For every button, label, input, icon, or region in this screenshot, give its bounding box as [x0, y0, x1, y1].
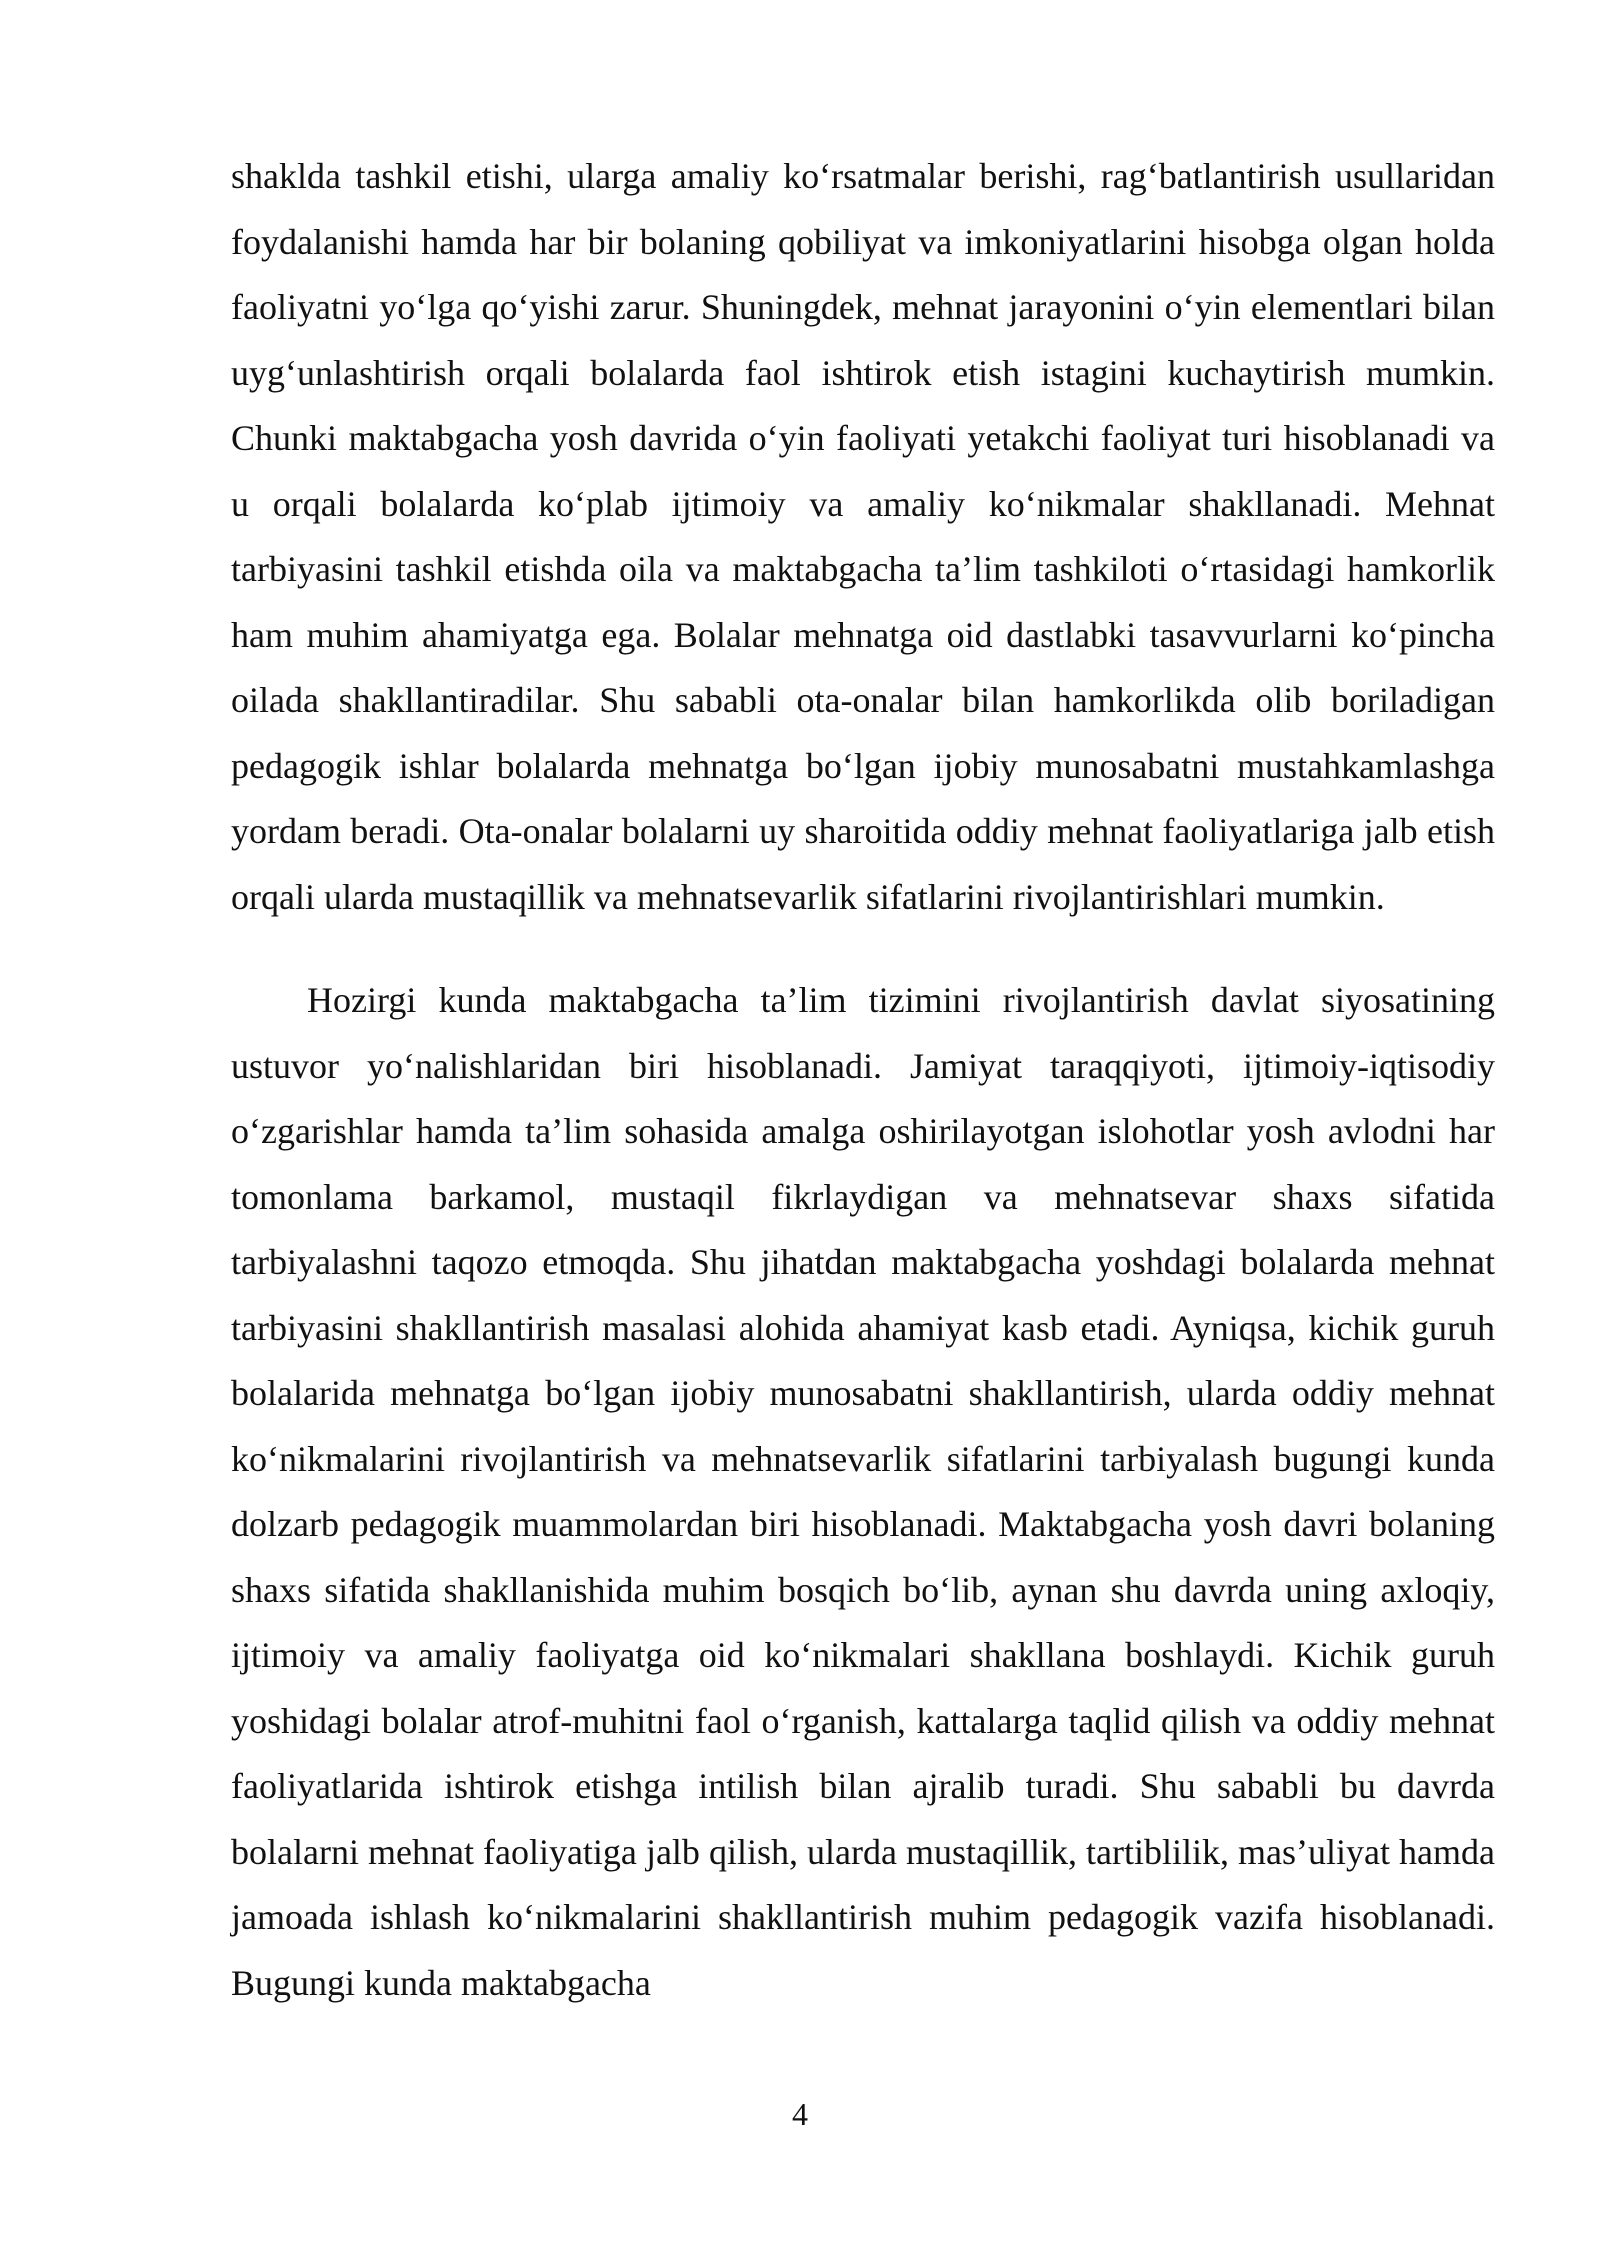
- paragraph-2: Hozirgi kunda maktabgacha ta’lim tizimini rivojlantirish davlat siyosatining ustuvor yoʻnalishlaridan biri hisoblanadi. Jamiyat taraqqiyoti, ijtimoiy-iqtisodiy oʻzgarishlar hamda ta’lim sohasida amalga oshirilayotgan islohotlar yosh avlodni har tomonlama barkamol, mustaqil fikrlaydigan va mehnatsevar shaxs sifatida tarbiyalashni taqozo etmoqda. Shu jihatdan maktabgacha yoshdagi bolalarda mehnat tarbiyasini shakllantirish masalasi alohida ahamiyat kasb etadi. Ayniqsa, kichik guruh bolalarida mehnatga boʻlgan ijobiy munosabatni shakllantirish, ularda oddiy mehnat koʻnikmalarini rivojlantirish va mehnatsevarlik sifatlarini tarbiyalash bugungi kunda dolzarb pedagogik muammolardan biri hisoblanadi. Maktabgacha yosh davri bolaning shaxs sifatida shakllanishida muhim bosqich boʻlib, aynan shu davrda uning axloqiy, ijtimoiy va amaliy faoliyatga oid koʻnikmalari shakllana boshlaydi. Kichik guruh yoshidagi bolalar atrof-muhitni faol oʻrganish, kattalarga taqlid qilish va oddiy mehnat faoliyatlarida ishtirok etishga intilish bilan ajralib turadi. Shu sababli bu davrda bolalarni mehnat faoliyatiga jalb qilish, ularda mustaqillik, tartiblilik, mas’uliyat hamda jamoada ishlash koʻnikmalarini shakllantirish muhim pedagogik vazifa hisoblanadi. Bugungi kunda maktabgacha: [231, 980, 1495, 2003]
- paragraph-1: shaklda tashkil etishi, ularga amaliy koʻrsatmalar berishi, ragʻbatlantirish usullaridan foydalanishi hamda har bir bolaning qobiliyat va imkoniyatlarini hisobga olgan holda faoliyatni yoʻlga qoʻyishi zarur. Shuningdek, mehnat jarayonini oʻyin elementlari bilan uygʻunlashtirish orqali bolalarda faol ishtirok etish istagini kuchaytirish mumkin. Chunki maktabgacha yosh davrida oʻyin faoliyati yetakchi faoliyat turi hisoblanadi va u orqali bolalarda koʻplab ijtimoiy va amaliy koʻnikmalar shakllanadi. Mehnat tarbiyasini tashkil etishda oila va maktabgacha ta’lim tashkiloti oʻrtasidagi hamkorlik ham muhim ahamiyatga ega. Bolalar mehnatga oid dastlabki tasavvurlarni koʻpincha oilada shakllantiradilar. Shu sababli ota-onalar bilan hamkorlikda olib boriladigan pedagogik ishlar bolalarda mehnatga boʻlgan ijobiy munosabatni mustahkamlashga yordam beradi. Ota-onalar bolalarni uy sharoitida oddiy mehnat faoliyatlariga jalb etish orqali ularda mustaqillik va mehnatsevarlik sifatlarini rivojlantirishlari mumkin.: [231, 156, 1495, 917]
- page-body-text: [231, 144, 1495, 2016]
- page-number: 4: [792, 2096, 808, 2132]
